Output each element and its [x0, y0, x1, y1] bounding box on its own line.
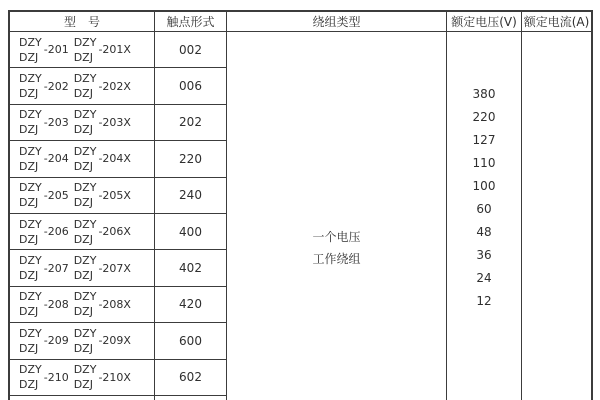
model-variant-base — [19, 144, 69, 174]
model-suffix-x: -202X — [98, 79, 131, 93]
model-series-bottom: DZJ — [73, 232, 93, 246]
model-series-stack — [19, 107, 42, 137]
table-row — [10, 32, 227, 68]
model-variant-base — [19, 362, 69, 392]
model-variant-x — [74, 71, 131, 101]
model-variant-x — [74, 180, 131, 210]
header-contact-form: 触点形式 — [155, 12, 227, 31]
contact-form-cell — [155, 396, 227, 400]
rated-voltage-cell — [447, 32, 522, 400]
model-series-top: DZY — [73, 108, 97, 122]
model-variant-x — [74, 289, 131, 319]
model-suffix-x: -205X — [98, 188, 131, 202]
model-series-stack — [74, 217, 97, 247]
model-series-top: DZY — [73, 363, 97, 377]
model-suffix: -202 — [43, 79, 69, 93]
model-variant-x — [74, 326, 131, 356]
model-series-bottom: DZJ — [73, 378, 93, 392]
model-suffix-x: -209X — [98, 334, 131, 348]
model-series-bottom: DZJ — [19, 159, 39, 173]
model-series-top: DZY — [73, 326, 97, 340]
model-series-top: DZY — [19, 35, 42, 49]
table-row — [10, 141, 227, 177]
model-series-bottom: DZJ — [19, 50, 39, 64]
model-series-bottom: DZJ — [19, 123, 39, 137]
model-series-top: DZY — [73, 217, 97, 231]
voltage-value: 24 — [476, 271, 492, 285]
model-suffix-x: -204X — [98, 152, 131, 166]
winding-type-line: 一个电压 — [312, 230, 361, 244]
model-variant-base — [19, 180, 69, 210]
model-variant-x — [74, 217, 131, 247]
voltage-value: 220 — [472, 110, 496, 124]
model-series-top: DZY — [19, 217, 42, 231]
contact-form-cell: 600 — [155, 323, 227, 358]
contact-form-cell: 402 — [155, 250, 227, 285]
contact-form-cell: 002 — [155, 32, 227, 67]
contact-form-cell: 240 — [155, 178, 227, 213]
rated-current-cell — [522, 32, 591, 400]
model-series-stack — [19, 144, 42, 174]
model-suffix-x: -203X — [98, 115, 131, 129]
voltage-value: 127 — [472, 133, 496, 147]
model-cell — [10, 178, 155, 213]
model-suffix-x: -208X — [98, 297, 131, 311]
model-cell — [10, 323, 155, 358]
winding-type-text — [227, 226, 446, 270]
contact-form-cell: 420 — [155, 287, 227, 322]
model-suffix: -207 — [43, 261, 69, 275]
model-series-top: DZY — [73, 254, 97, 268]
model-series-bottom: DZJ — [73, 305, 93, 319]
model-cell — [10, 141, 155, 176]
model-variant-base — [19, 289, 69, 319]
model-series-bottom: DZJ — [19, 341, 39, 355]
model-variant-x — [74, 362, 131, 392]
header-model: 型 号 — [10, 12, 155, 31]
contact-form-cell: 202 — [155, 105, 227, 140]
model-cell — [10, 396, 155, 400]
model-series-top: DZY — [73, 72, 97, 86]
model-series-top: DZY — [73, 35, 97, 49]
model-suffix-x: -207X — [98, 261, 131, 275]
model-series-top: DZY — [19, 144, 42, 158]
model-variant-base — [19, 35, 69, 65]
model-suffix: -204 — [43, 152, 69, 166]
model-series-bottom: DZJ — [73, 341, 93, 355]
model-suffix: -205 — [43, 188, 69, 202]
model-cell — [10, 214, 155, 249]
model-series-stack — [19, 71, 42, 101]
voltage-value: 380 — [472, 87, 496, 101]
table-row — [10, 287, 227, 323]
model-suffix: -208 — [43, 297, 69, 311]
model-series-top: DZY — [19, 108, 42, 122]
header-rated-current: 额定电流(A) — [523, 15, 590, 29]
model-cell — [10, 287, 155, 322]
table-row — [10, 178, 227, 214]
table-row-partial — [10, 396, 227, 400]
model-series-stack — [19, 180, 42, 210]
model-series-bottom: DZJ — [73, 196, 93, 210]
model-series-stack — [74, 253, 97, 283]
table-row — [10, 68, 227, 104]
model-cell — [10, 105, 155, 140]
rated-voltage-list — [447, 83, 521, 313]
header-rated-voltage: 额定电压(V) — [447, 12, 522, 31]
model-series-bottom: DZJ — [73, 159, 93, 173]
model-suffix: -203 — [43, 115, 69, 129]
voltage-value: 12 — [476, 294, 492, 308]
model-series-bottom: DZJ — [19, 269, 39, 283]
relay-spec-table — [8, 10, 593, 400]
model-variant-base — [19, 217, 69, 247]
model-series-bottom: DZJ — [19, 305, 39, 319]
voltage-value: 60 — [476, 202, 492, 216]
model-series-top: DZY — [73, 181, 97, 195]
contact-form-cell: 400 — [155, 214, 227, 249]
model-series-top: DZY — [19, 254, 42, 268]
model-series-top: DZY — [73, 290, 97, 304]
voltage-value: 110 — [472, 156, 496, 170]
voltage-value: 48 — [476, 225, 492, 239]
model-series-bottom: DZJ — [19, 87, 39, 101]
model-series-top: DZY — [19, 181, 42, 195]
model-suffix: -206 — [43, 225, 69, 239]
winding-type-line: 工作绕组 — [312, 252, 361, 266]
model-variant-base — [19, 326, 69, 356]
table-header-row — [10, 12, 591, 32]
model-cell — [10, 68, 155, 103]
contact-form-cell: 006 — [155, 68, 227, 103]
model-series-stack — [19, 289, 42, 319]
model-variant-base — [19, 253, 69, 283]
model-series-bottom: DZJ — [73, 123, 93, 137]
model-suffix: -201 — [43, 43, 69, 57]
model-series-top: DZY — [73, 144, 97, 158]
contact-form-cell: 602 — [155, 360, 227, 395]
header-winding-type: 绕组类型 — [227, 12, 447, 31]
winding-type-cell — [227, 32, 447, 400]
model-series-bottom: DZJ — [73, 269, 93, 283]
table-body-left — [10, 32, 227, 400]
model-series-stack — [19, 35, 42, 65]
table-row — [10, 214, 227, 250]
model-variant-x — [74, 144, 131, 174]
model-series-stack — [74, 107, 97, 137]
model-series-top: DZY — [19, 326, 42, 340]
model-series-bottom: DZJ — [73, 87, 93, 101]
model-series-stack — [19, 362, 42, 392]
model-suffix-x: -210X — [98, 370, 131, 384]
model-variant-base — [19, 107, 69, 137]
model-variant-x — [74, 253, 131, 283]
voltage-value: 36 — [476, 248, 492, 262]
model-variant-x — [74, 35, 131, 65]
voltage-value: 100 — [472, 179, 496, 193]
model-series-bottom: DZJ — [19, 378, 39, 392]
model-series-stack — [19, 217, 42, 247]
model-cell — [10, 250, 155, 285]
model-series-stack — [74, 71, 97, 101]
model-cell — [10, 32, 155, 67]
model-series-stack — [74, 362, 97, 392]
model-variant-x — [74, 107, 131, 137]
table-row — [10, 105, 227, 141]
contact-form-cell: 220 — [155, 141, 227, 176]
model-suffix: -210 — [43, 370, 69, 384]
model-series-stack — [19, 326, 42, 356]
model-series-stack — [74, 180, 97, 210]
model-series-stack — [74, 289, 97, 319]
table-row — [10, 250, 227, 286]
model-suffix-x: -201X — [98, 43, 131, 57]
model-series-top: DZY — [19, 290, 42, 304]
model-series-top: DZY — [19, 363, 42, 377]
table-row — [10, 360, 227, 396]
model-suffix-x: -206X — [98, 225, 131, 239]
model-variant-base — [19, 71, 69, 101]
model-series-stack — [74, 326, 97, 356]
table-row — [10, 323, 227, 359]
model-cell — [10, 360, 155, 395]
table-body — [10, 32, 591, 400]
model-series-top: DZY — [19, 72, 42, 86]
model-series-stack — [74, 35, 97, 65]
model-series-bottom: DZJ — [19, 196, 39, 210]
model-series-stack — [19, 253, 42, 283]
model-suffix: -209 — [43, 334, 69, 348]
model-series-bottom: DZJ — [73, 50, 93, 64]
model-series-bottom: DZJ — [19, 232, 39, 246]
model-series-stack — [74, 144, 97, 174]
